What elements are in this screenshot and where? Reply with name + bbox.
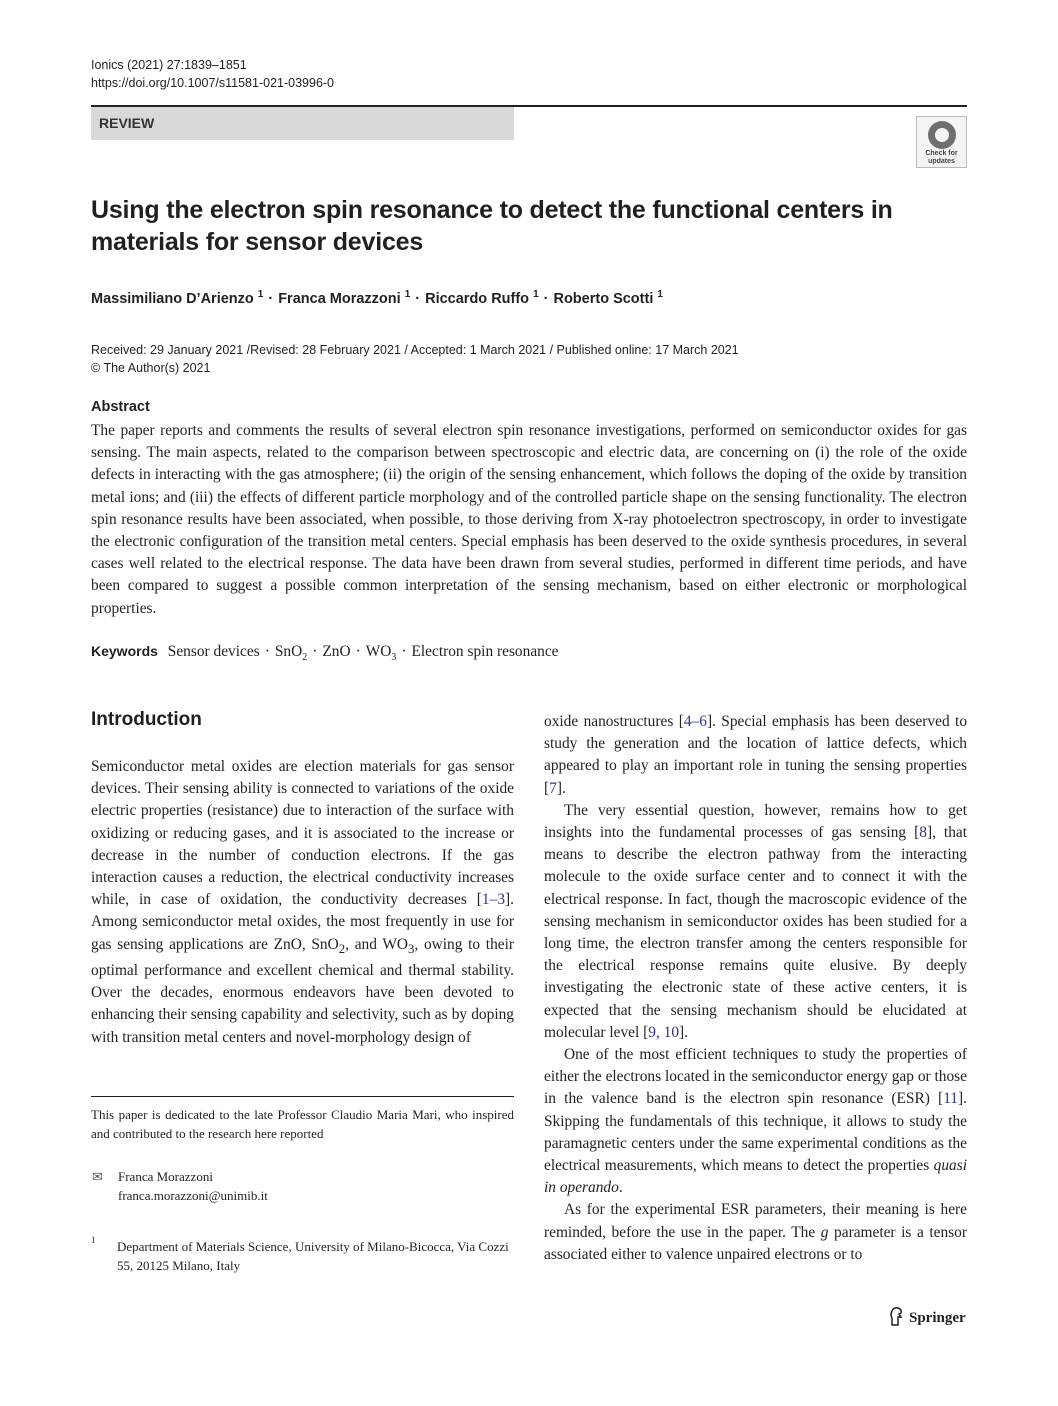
check-updates-badge[interactable] [916,116,967,168]
corresponding-author [118,1167,268,1205]
affiliation-marker: 1 [657,289,663,300]
keyword-separator: · [401,643,407,660]
paragraph: One of the most efficient techniques to study the properties of either the electrons located in the semiconductor energy gap or those in the valence band is the electron spin resonance (ESR) [11]. Skipping the fundamentals of this technique, it allows to study the paramagnetic centers under the same experimental conditions as the electrical measurements, which means to detect the properties quasi in operando. [544,1046,967,1197]
check-updates-label: Check for updates [925,150,958,165]
affiliation-marker: 1 [404,289,411,300]
citation-link[interactable]: 1–3 [481,891,506,909]
keyword-separator: · [355,643,361,660]
author-name[interactable]: Riccardo Ruffo [425,290,530,307]
dedication-note: This paper is dedicated to the late Professor Claudio Maria Mari, who inspired and contributed to the research here reported [91,1107,514,1141]
corresponding-author-name: Franca Morazzoni [118,1169,213,1184]
paragraph: As for the experimental ESR parameters, their meaning is here reminded, before the use in the paper. The g parameter is a tensor associated either to valence unpaired electrons or to [544,1201,967,1263]
keywords [91,643,559,663]
citation-link[interactable]: 8 [919,824,927,842]
body-column-left [91,756,514,1049]
citation-link[interactable]: 4–6 [683,713,707,730]
journal-info [91,56,334,92]
envelope-icon: ✉ [92,1169,103,1184]
bookmark-icon [928,121,956,149]
copyright: © The Author(s) 2021 [91,361,211,375]
author-separator: · [415,290,421,307]
affiliation-text: Department of Materials Science, University of Milano-Bicocca, Via Cozzi 55, 20125 Milano, Italy [117,1239,509,1273]
publisher-logo [888,1306,966,1327]
body-column-right [544,711,967,1266]
keyword-separator: · [264,643,270,660]
keywords-heading: Keywords [91,643,158,659]
doi-link[interactable]: https://doi.org/10.1007/s11581-021-03996-0 [91,76,335,90]
paragraph: The very essential question, however, remains how to get insights into the fundamental processes of gas sensing [8], that means to describe the electron pathway from the interacting molecule to the oxide surface center and to connect it with the electrical response. In fact, though the macroscopic evidence of the sensing mechanism in semiconductor oxides has been studied for a long time, the electron transfer among the centers responsible for the electrical response remains quite elusive. By deeply investigating the electronic state of these active centers, it is expected that the sensing mechanism should be elucidated at molecular level [9, 10]. [544,801,967,1041]
keyword: Sensor devices [167,643,260,660]
paragraph: Semiconductor metal oxides are election materials for gas sensor devices. Their sensing ability is connected to variations of the oxide electric properties (resistance) due to interaction of the surface with oxidizing or reducing gases, and it is associated to the increase or decrease in the number of conduction electrons. If the gas interaction causes a reduction, the electrical conductivity increases while, in case of oxidation, the conductivity decreases [1–3]. Among semiconductor metal oxides, the most frequently in use for gas sensing applications are ZnO, SnO$_2$, and $WO_3$, owing to their optimal performance and excellent chemical and thermal stability. Over the decades, enormous endeavors have been devoted to enhancing their sensing capability and selectivity, such as by doping with transition metal centers and novel-morphology design of [91,758,515,1046]
citation-link[interactable]: 11 [943,1090,959,1108]
affiliation-marker: 1 [533,289,539,300]
abstract-heading: Abstract [91,399,150,415]
author-separator: · [543,290,549,307]
author-separator: · [268,290,274,307]
affiliation-number: 1 [91,1235,96,1245]
citation-link[interactable]: 7 [549,779,557,797]
affiliation-marker: 1 [257,289,264,300]
author-name[interactable]: Franca Morazzoni [278,290,401,307]
email-link[interactable]: franca.morazzoni@unimib.it [118,1188,268,1203]
publisher-name: Springer [909,1310,966,1326]
paper-title: Using the electron spin resonance to detect the functional centers in materials for sensor devices [91,196,893,256]
keyword: ZnO [322,643,351,660]
keyword-separator: · [312,643,318,660]
keyword: SnO$_2$ [274,643,308,664]
keyword: $WO_3$ [365,643,397,664]
journal-citation: Ionics (2021) 27:1839–1851 [91,58,247,72]
section-label: REVIEW [91,107,514,140]
author-list [91,285,663,309]
abstract-text: The paper reports and comments the results of several electron spin resonance investigations, performed on semiconductor oxides for gas sensing. The main aspects, related to the comparison between spectroscopic and electric data, are concerning on (i) the role of the oxide defects in interacting with the gas atmosphere; (ii) the origin of the sensing enhancement, which follows the doping of the oxide by transition metal ions; and (iii) the effects of different particle morphology and of the controlled particle shape on the sensing functionality. The electron spin resonance results have been associated, when possible, to those deriving from X-ray photoelectron spectroscopy, in order to investigate the electronic configuration of the transition metal centers. Special emphasis has been deserved to the oxide synthesis procedures, in several cases well related to the electrical response. The data have been drawn from several studies, performed in different time periods, and have been compared to suggest a possible common interpretation of the sensing mechanism, based on either electronic or morphological properties. [91,422,967,617]
author-name[interactable]: Massimiliano D’Arienzo [91,290,254,307]
paragraph: oxide nanostructures [4–6]. Special emphasis has been deserved to study the generation and the location of lattice defects, which appeared to play an important role in tuning the sensing properties [7]. [544,713,968,797]
springer-horse-icon [888,1306,904,1326]
citation-link[interactable]: 9, 10 [648,1023,680,1041]
publication-dates [91,341,739,377]
footnote-rule [91,1096,514,1097]
keyword: Electron spin resonance [411,643,559,660]
history-dates: Received: 29 January 2021 /Revised: 28 February 2021 / Accepted: 1 March 2021 / Published online: 17 March 2021 [91,343,739,357]
author-name[interactable]: Roberto Scotti [553,290,654,307]
section-heading-introduction: Introduction [91,709,202,730]
